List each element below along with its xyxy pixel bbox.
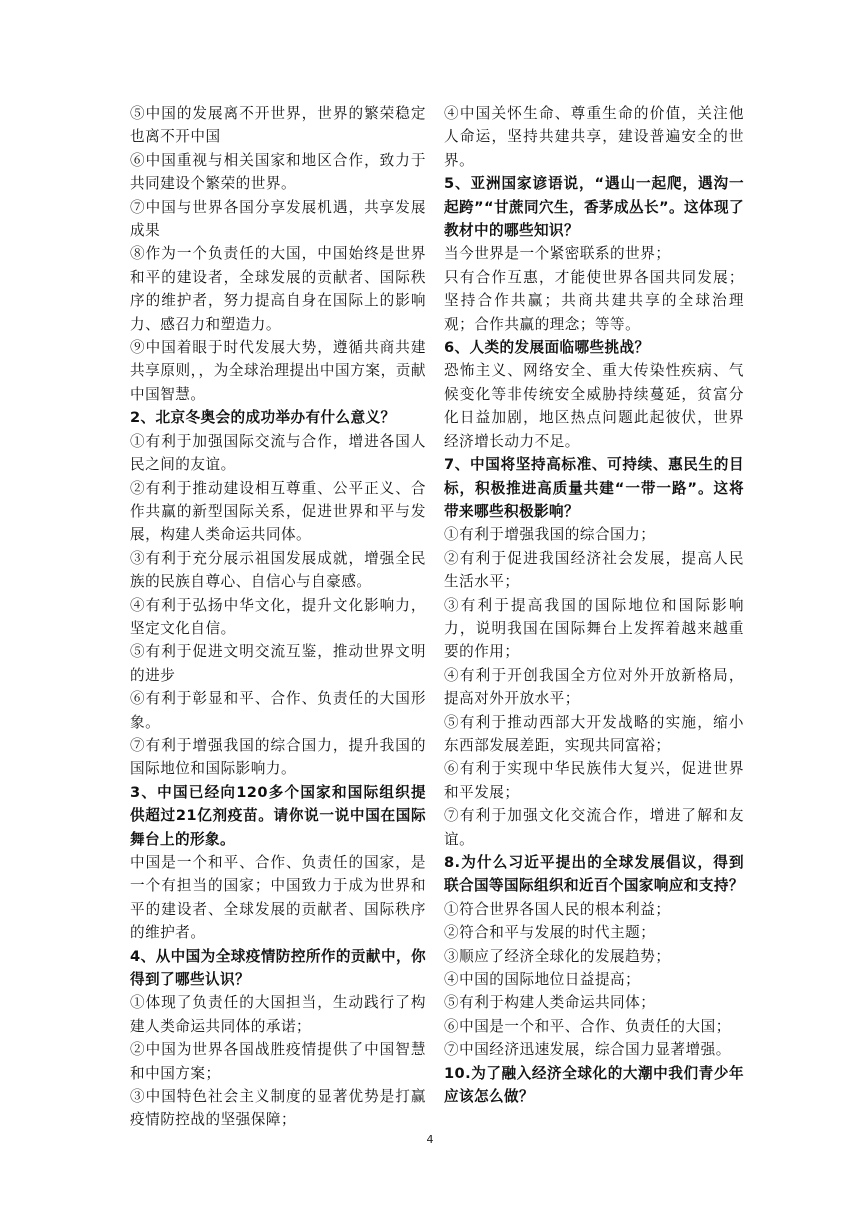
answer-line: ④有利于弘扬中华文化，提升文化影响力，坚定文化自信。 — [130, 596, 426, 637]
answer-line: ⑦有利于增强我国的综合国力，提升我国的国际地位和国际影响力。 — [130, 736, 426, 778]
answer-line: ③中国特色社会主义制度的显著优势是打赢疫情防控战的坚强保障； — [130, 1088, 426, 1129]
answer-line: ⑦有利于加强文化交流合作，增进了解和友谊。 — [444, 807, 744, 848]
answer-line: 当今世界是一个紧密联系的世界； — [444, 245, 671, 263]
answer-line: ①体现了负责任的大国担当，生动践行了构建人类命运共同体的承诺； — [130, 994, 426, 1035]
page-number: 4 — [426, 1133, 434, 1146]
answer-line: ①有利于加强国际交流与合作，增进各国人民之间的友谊。 — [130, 432, 426, 474]
question-heading: 8.为什么习近平提出的全球发展倡议，得到联合国等国际组织和近百个国家响应和支持？ — [444, 854, 744, 895]
answer-line: 只有合作互惠，才能使世界各国共同发展；坚持合作共赢；共商共建共享的全球治理观；合作共赢的理念；等等。 — [444, 268, 744, 333]
answer-line: ⑥中国重视与相关国家和地区合作，致力于共同建设个繁荣的世界。 — [130, 151, 426, 193]
right-column — [444, 102, 744, 1108]
answer-line: 恐怖主义、网络安全、重大传染性疾病、气候变化等非传统安全威胁持续蔓延，贫富分化日益加剧，地区热点问题此起彼伏，世界经济增长动力不足。 — [444, 362, 744, 450]
question-heading: 5、亚洲国家谚语说，“遇山一起爬，遇沟一起跨”“甘蔗同穴生，香茅成丛长”。这体现了教材中的哪些知识？ — [444, 175, 744, 240]
answer-line: ②有利于促进我国经济社会发展，提高人民生活水平； — [444, 549, 744, 591]
answer-line: ①有利于增强我国的综合国力； — [444, 526, 656, 544]
question-heading: 6、人类的发展面临哪些挑战？ — [444, 339, 650, 357]
answer-line: ⑥有利于实现中华民族伟大复兴，促进世界和平发展； — [444, 760, 744, 801]
left-column — [130, 102, 426, 1132]
answer-line: ②中国为世界各国战胜疫情提供了中国智慧和中国方案； — [130, 1041, 426, 1082]
answer-line: ⑤有利于推动西部大开发战略的实施，缩小东西部发展差距，实现共同富裕； — [444, 713, 744, 754]
answer-line: ⑦中国与世界各国分享发展机遇，共享发展成果 — [130, 198, 426, 240]
answer-line: ⑤有利于构建人类命运共同体； — [444, 994, 656, 1012]
answer-line: ④中国关怀生命、尊重生命的价值，关注他人命运，坚持共建共享，建设普遍安全的世界。 — [444, 105, 744, 169]
answer-line: ⑥中国是一个和平、合作、负责任的大国； — [444, 1017, 731, 1035]
answer-line: ⑧作为一个负责任的大国，中国始终是世界和平的建设者，全球发展的贡献者、国际秩序的维护者，努力提高自身在国际上的影响力、感召力和塑造力。 — [130, 245, 426, 333]
answer-line: ⑨中国着眼于时代发展大势，遵循共商共建共享原则，，为全球治理提出中国方案，贡献中国智慧。 — [130, 339, 426, 403]
answer-line: 中国是一个和平、合作、负责任的国家，是一个有担当的国家；中国致力于成为世界和平的建设者、全球发展的贡献者、国际秩序的维护者。 — [130, 854, 426, 942]
question-heading: 2、北京冬奥会的成功举办有什么意义？ — [130, 409, 396, 427]
question-heading: 10.为了融入经济全球化的大潮中我们青少年应该怎么做？ — [444, 1064, 744, 1106]
answer-line: ③有利于提高我国的国际地位和国际影响力，说明我国在国际舞台上发挥着越来越重要的作用； — [444, 596, 744, 661]
question-heading: 3、中国已经向120多个国家和国际组织提供超过21亿剂疫苗。请你说一说中国在国际舞台上的形象。 — [130, 783, 426, 848]
answer-line: ③有利于充分展示祖国发展成就，增强全民族的民族自尊心、自信心与自豪感。 — [130, 549, 426, 591]
answer-line: ⑤有利于促进文明交流互鉴，推动世界文明的进步 — [130, 643, 426, 684]
question-heading: 4、从中国为全球疫情防控所作的贡献中，你得到了哪些认识？ — [130, 947, 426, 989]
answer-line: ③顺应了经济全球化的发展趋势； — [444, 947, 671, 965]
answer-line: ①符合世界各国人民的根本利益； — [444, 900, 671, 918]
answer-line: ②有利于推动建设相互尊重、公平正义、合作共赢的新型国际关系，促进世界和平与发展，构建人类命运共同体。 — [130, 479, 426, 544]
answer-line: ⑦中国经济迅速发展，综合国力显著增强。 — [444, 1041, 731, 1059]
answer-line: ④有利于开创我国全方位对外开放新格局，提高对外开放水平； — [444, 666, 744, 708]
answer-line: ②符合和平与发展的时代主题； — [444, 924, 656, 942]
answer-line: ④中国的国际地位日益提高； — [444, 971, 641, 989]
question-heading: 7、中国将坚持高标准、可持续、惠民生的目标，积极推进高质量共建“一带一路”。这将带来哪些积极影响？ — [444, 456, 744, 520]
answer-line: ⑥有利于彰显和平、合作、负责任的大国形象。 — [130, 690, 426, 731]
answer-line: ⑤中国的发展离不开世界，世界的繁荣稳定也离不开中国 — [130, 105, 426, 146]
